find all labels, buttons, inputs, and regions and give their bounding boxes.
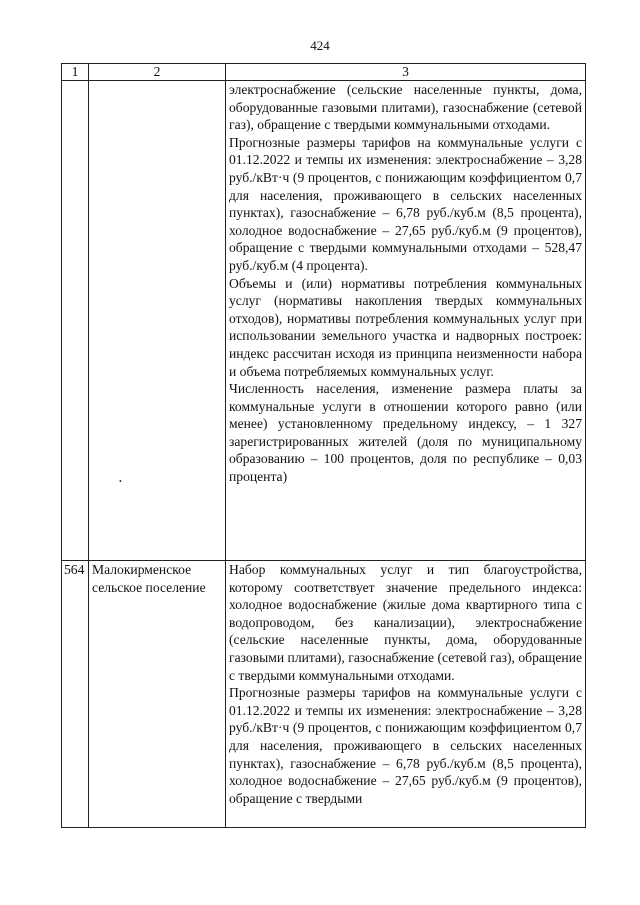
table-header-row bbox=[62, 64, 586, 81]
paragraph: Набор коммунальных услуг и тип благоустройства, которому соответствует значение предельного индекса: холодное водоснабжение (жилые дома квартирного типа с водопроводом, без канализации), электроснабжение (сельские населенные пункты, дома, оборудованные газовыми плитами), газоснабжение (сетевой газ), обращение с твердыми коммунальными отходами. bbox=[229, 562, 582, 683]
row-number: 564 bbox=[62, 561, 89, 828]
header-cell-1: 1 bbox=[62, 64, 89, 81]
row-description bbox=[226, 81, 586, 561]
row-number bbox=[62, 81, 89, 561]
paragraph: Объемы и (или) нормативы потребления коммунальных услуг (нормативы накопления твердых коммунальных отходов), нормативы потребления коммунальных услуг при использовании земельного участка и надворных построек: индекс рассчитан исходя из принципа неизменности набора и объема потребляемых коммунальных услуг. bbox=[229, 275, 582, 379]
paragraph: Численность населения, изменение размера платы за коммунальные услуги в отношении которого равно (или менее) установленному предельному индексу, – 1 327 зарегистрированных жителей (доля по муниципальному образованию – 100 процентов, доля по республике – 0,03 процента) bbox=[229, 381, 582, 485]
header-cell-2: 2 bbox=[89, 64, 226, 81]
settlement-name bbox=[89, 81, 226, 561]
document-table bbox=[61, 63, 586, 828]
row-description bbox=[226, 561, 586, 828]
settlement-name: Малокирменское сельское поселение bbox=[89, 561, 226, 828]
header-cell-3: 3 bbox=[226, 64, 586, 81]
paragraph: электроснабжение (сельские населенные пункты, дома, оборудованные газовыми плитами), газоснабжение (сетевой газ), обращение с твердыми коммунальными отходами. bbox=[229, 82, 582, 133]
page-number: 424 bbox=[310, 38, 330, 53]
table-row bbox=[62, 81, 586, 561]
table-row bbox=[62, 561, 586, 828]
paragraph: Прогнозные размеры тарифов на коммунальные услуги с 01.12.2022 и темпы их изменения: электроснабжение – 3,28 руб./кВт·ч (9 процентов, с понижающим коэффициентом 0,7 для населения, проживающего в сельских населенных пунктах), газоснабжение – 6,78 руб./куб.м (8,5 процента), холодное водоснабжение – 27,65 руб./куб.м (9 процентов), обращение с твердыми коммунальными отходами – 528,47 руб./куб.м (4 процента). bbox=[229, 134, 582, 273]
scan-artifact-mark: • bbox=[119, 477, 122, 486]
paragraph: Прогнозные размеры тарифов на коммунальные услуги с 01.12.2022 и темпы их изменения: электроснабжение – 3,28 руб./кВт·ч (9 процентов, с понижающим коэффициентом 0,7 для населения, проживающего в сельских населенных пунктах), газоснабжение – 6,78 руб./куб.м (8,5 процента), холодное водоснабжение – 27,65 руб./куб.м (9 процентов), обращение с твердыми bbox=[229, 685, 582, 806]
